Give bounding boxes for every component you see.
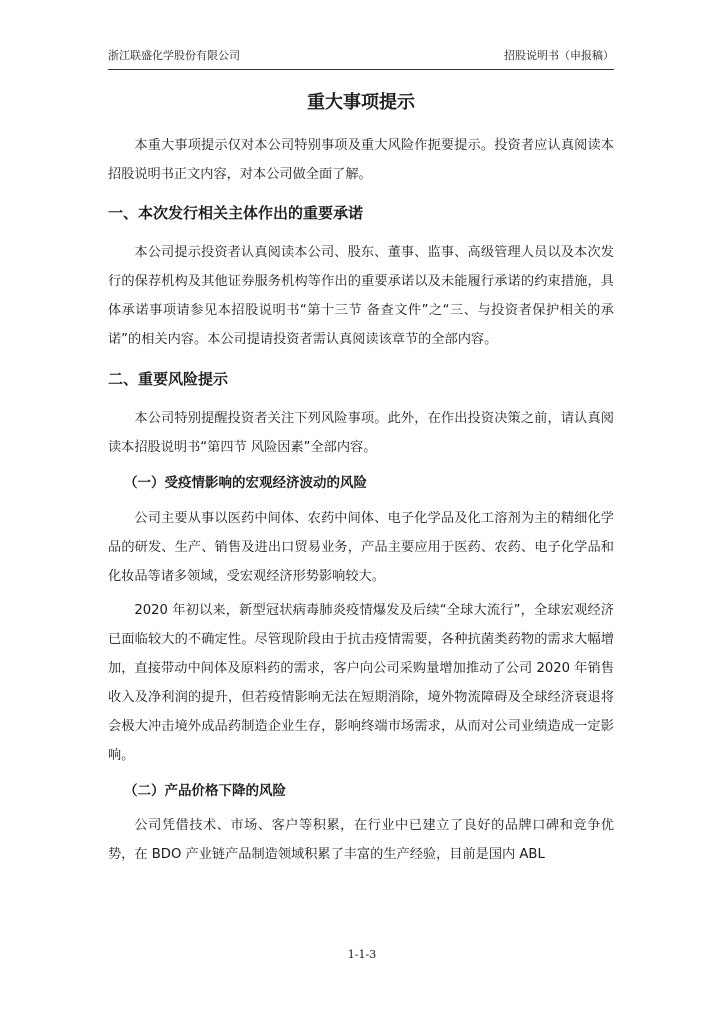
section-2-paragraph: 本公司特别提醒投资者关注下列风险事项。此外，在作出投资决策之前，请认真阅读本招股说明书“第四节 风险因素”全部内容。: [108, 411, 614, 455]
subsection-2-paragraph-1: 公司凭借技术、市场、客户等积累，在行业中已建立了良好的品牌口碑和竞争优势，在 BDO 产业链产品制造领域积累了丰富的生产经验，目前是国内 ABL: [108, 818, 614, 862]
page-header: [108, 49, 614, 70]
header-company-name: 浙江联盛化学股份有限公司: [108, 49, 240, 62]
header-document-type: 招股说明书（申报稿）: [504, 49, 614, 62]
subsection-1-paragraph-1: 公司主要从事以医药中间体、农药中间体、电子化学品及化工溶剂为主的精细化学品的研发、生产、销售及进出口贸易业务，产品主要应用于医药、农药、电子化学品和化妆品等诸多领域，受宏观经济形势影响较大。: [108, 511, 614, 584]
section-2-heading: 二、重要风险提示: [108, 370, 229, 388]
section-1-paragraph: 本公司提示投资者认真阅读本公司、股东、董事、监事、高级管理人员以及本次发行的保荐机构及其他证券服务机构等作出的重要承诺以及未能履行承诺的约束措施，具体承诺事项请参见本招股说明书“第十三节 备查文件”之“三、与投资者保护相关的承诺”的相关内容。本公司提请投资者需认真阅读该章节的全部内容。: [108, 245, 614, 347]
subsection-1-heading: （一）受疫情影响的宏观经济波动的风险: [124, 475, 367, 491]
document-body: [108, 90, 614, 869]
subsection-1-paragraph-2: 2020 年初以来，新型冠状病毒肺炎疫情爆发及后续“全球大流行”，全球宏观经济已面临较大的不确定性。尽管现阶段由于抗击疫情需要，各种抗菌类药物的需求大幅增加，直接带动中间体及原料药的需求，客户向公司采购量增加推动了公司 2020 年销售收入及净利润的提升，但若疫情影响无法在短期消除，境外物流障碍及全球经济衰退将会极大冲击境外成品药制造企业生存，影响终端市场需求，从而对公司业绩造成一定影响。: [108, 603, 614, 763]
page-title: 重大事项提示: [307, 92, 415, 113]
intro-paragraph: 本重大事项提示仅对本公司特别事项及重大风险作扼要提示。投资者应认真阅读本招股说明书正文内容，对本公司做全面了解。: [108, 138, 614, 182]
page-number: 1-1-3: [347, 948, 377, 961]
section-1-heading: 一、本次发行相关主体作出的重要承诺: [108, 204, 364, 222]
subsection-2-heading: （二）产品价格下降的风险: [124, 783, 286, 799]
